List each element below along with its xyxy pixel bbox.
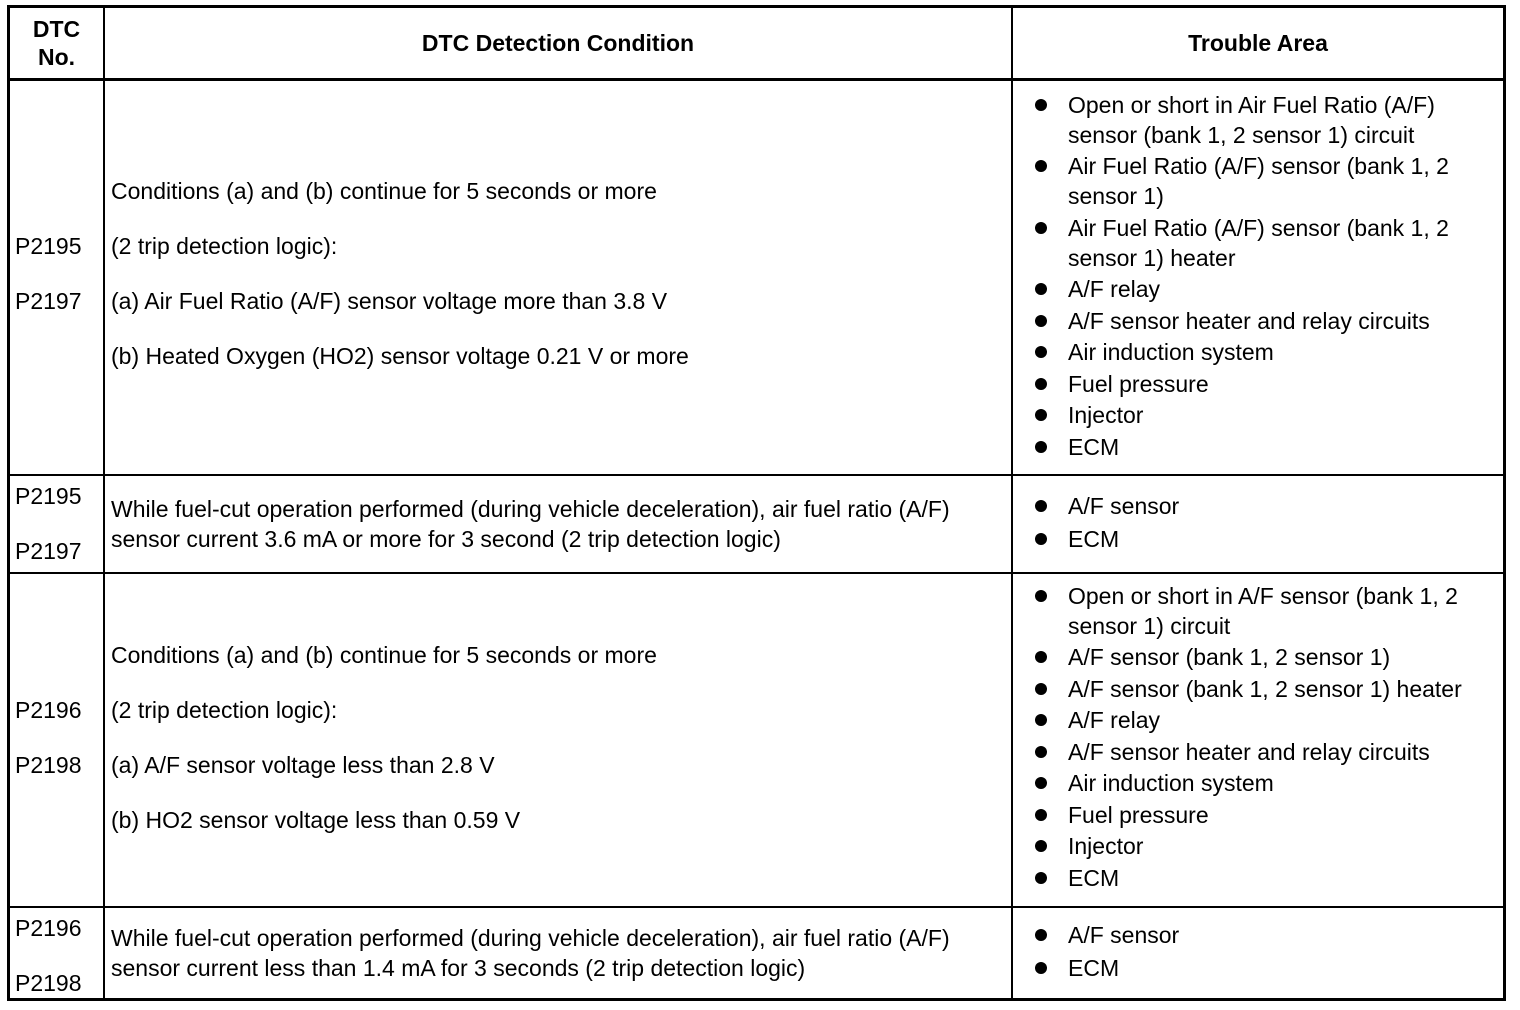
- trouble-item: Air Fuel Ratio (A/F) sensor (bank 1, 2 sensor 1) heater: [1035, 213, 1499, 273]
- row-1-dtc-codes: [10, 81, 103, 474]
- trouble-item: A/F sensor (bank 1, 2 sensor 1) heater: [1035, 674, 1499, 704]
- row-4-dtc-codes: [10, 914, 103, 998]
- row-2-trouble-area: [1013, 476, 1503, 572]
- condition-line: While fuel-cut operation performed (during vehicle deceleration), air fuel ratio (A/F) sensor current less than 1.4 mA for 3 seconds (2 trip detection logic): [111, 925, 950, 981]
- bullet-icon: [1035, 315, 1047, 327]
- dtc-table: [7, 5, 1506, 1001]
- header-detection-condition: DTC Detection Condition: [421, 30, 695, 56]
- bullet-icon: [1035, 929, 1047, 941]
- bullet-icon: [1035, 840, 1047, 852]
- condition-line: (2 trip detection logic):: [111, 696, 338, 723]
- trouble-item: A/F sensor heater and relay circuits: [1035, 306, 1499, 336]
- bullet-icon: [1035, 441, 1047, 453]
- dtc-code: P2195: [15, 233, 82, 259]
- trouble-item: Injector: [1035, 400, 1499, 430]
- trouble-item: A/F relay: [1035, 274, 1499, 304]
- bullet-icon: [1035, 160, 1047, 172]
- bullet-icon: [1035, 777, 1047, 789]
- bullet-icon: [1035, 409, 1047, 421]
- condition-line: (b) HO2 sensor voltage less than 0.59 V: [111, 806, 521, 833]
- row-2-condition: [105, 476, 1011, 572]
- bullet-icon: [1035, 283, 1047, 295]
- trouble-item: Open or short in Air Fuel Ratio (A/F) sensor (bank 1, 2 sensor 1) circuit: [1035, 90, 1499, 150]
- dtc-code: P2198: [15, 751, 82, 778]
- trouble-item: Air induction system: [1035, 768, 1499, 798]
- row-3-trouble-area: [1013, 579, 1503, 906]
- condition-line: Conditions (a) and (b) continue for 5 seconds or more: [111, 178, 657, 204]
- bullet-icon: [1035, 714, 1047, 726]
- bullet-icon: [1035, 962, 1047, 974]
- condition-line: (a) Air Fuel Ratio (A/F) sensor voltage more than 3.8 V: [111, 288, 668, 314]
- bullet-icon: [1035, 683, 1047, 695]
- dtc-code: P2198: [15, 970, 82, 996]
- trouble-item: ECM: [1035, 524, 1503, 554]
- dtc-code: P2196: [15, 915, 82, 941]
- trouble-item: Air induction system: [1035, 337, 1499, 367]
- trouble-item: A/F sensor: [1035, 491, 1503, 521]
- bullet-icon: [1035, 651, 1047, 663]
- row-2-dtc-codes: [10, 482, 103, 572]
- row-1-trouble-area: [1013, 88, 1503, 474]
- dtc-code: P2197: [15, 288, 82, 314]
- bullet-icon: [1035, 746, 1047, 758]
- condition-line: While fuel-cut operation performed (during vehicle deceleration), air fuel ratio (A/F) sensor current 3.6 mA or more for 3 second (2 trip detection logic): [111, 496, 950, 552]
- bullet-icon: [1035, 346, 1047, 358]
- header-dtc-no: DTC No.: [32, 16, 81, 70]
- bullet-icon: [1035, 378, 1047, 390]
- condition-line: (b) Heated Oxygen (HO2) sensor voltage 0.21 V or more: [111, 343, 689, 369]
- row-3-condition: [105, 574, 1011, 906]
- row-4-condition: [105, 908, 1011, 998]
- trouble-item: A/F sensor: [1035, 920, 1503, 950]
- condition-line: Conditions (a) and (b) continue for 5 seconds or more: [111, 641, 657, 668]
- trouble-item: ECM: [1035, 953, 1503, 983]
- bullet-icon: [1035, 222, 1047, 234]
- trouble-item: A/F sensor heater and relay circuits: [1035, 737, 1499, 767]
- bullet-icon: [1035, 533, 1047, 545]
- bullet-icon: [1035, 500, 1047, 512]
- header-trouble-area: Trouble Area: [1188, 30, 1328, 56]
- trouble-item: Fuel pressure: [1035, 369, 1499, 399]
- row-4-trouble-area: [1013, 908, 1503, 998]
- trouble-item: ECM: [1035, 863, 1499, 893]
- condition-line: (2 trip detection logic):: [111, 233, 338, 259]
- trouble-item: Fuel pressure: [1035, 800, 1499, 830]
- row-3-dtc-codes: [10, 574, 103, 906]
- trouble-item: ECM: [1035, 432, 1499, 462]
- condition-line: (a) A/F sensor voltage less than 2.8 V: [111, 751, 495, 778]
- trouble-item: Injector: [1035, 831, 1499, 861]
- trouble-item: Open or short in A/F sensor (bank 1, 2 sensor 1) circuit: [1035, 581, 1499, 641]
- bullet-icon: [1035, 872, 1047, 884]
- dtc-code: P2197: [15, 538, 82, 564]
- bullet-icon: [1035, 809, 1047, 821]
- row-1-condition: [105, 81, 1011, 474]
- bullet-icon: [1035, 99, 1047, 111]
- trouble-item: A/F relay: [1035, 705, 1499, 735]
- dtc-code: P2195: [15, 483, 82, 509]
- trouble-item: A/F sensor (bank 1, 2 sensor 1): [1035, 642, 1499, 672]
- bullet-icon: [1035, 590, 1047, 602]
- dtc-code: P2196: [15, 696, 82, 723]
- trouble-item: Air Fuel Ratio (A/F) sensor (bank 1, 2 sensor 1): [1035, 151, 1499, 211]
